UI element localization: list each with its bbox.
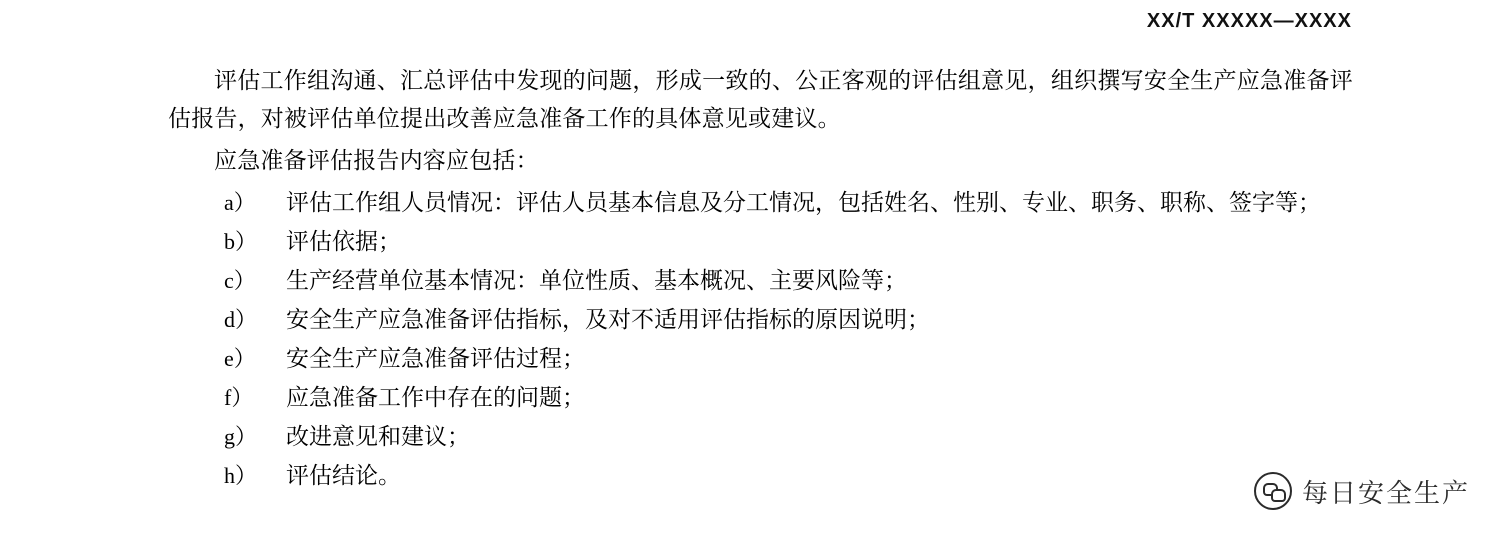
list-item-text: 评估工作组人员情况：评估人员基本信息及分工情况，包括姓名、性别、专业、职务、职称、签字等； <box>286 190 1321 215</box>
paragraph-assessment-summary: 评估工作组沟通、汇总评估中发现的问题，形成一致的、公正客观的评估组意见，组织撰写安全生产应急准备评估报告，对被评估单位提出改善应急准备工作的具体意见或建议。 <box>168 68 1353 131</box>
list-item-text: 评估结论。 <box>286 463 401 488</box>
list-item <box>168 340 1353 378</box>
list-item <box>168 184 1353 222</box>
paragraph-report-contents-intro: 应急准备评估报告内容应包括： <box>214 148 539 173</box>
list-marker: f） <box>224 385 254 410</box>
list-marker: d） <box>224 307 258 332</box>
list-marker: e） <box>224 346 256 371</box>
list-item-text: 改进意见和建议； <box>286 424 470 449</box>
standard-number-header: XX/T XXXXX—XXXX <box>1146 10 1352 32</box>
list-marker: g） <box>224 424 258 449</box>
watermark-label: 每日安全生产 <box>1301 478 1470 508</box>
list-item <box>168 262 1353 300</box>
list-item-text: 安全生产应急准备评估过程； <box>286 346 585 371</box>
wechat-official-account-badge-icon <box>1254 472 1292 510</box>
list-item <box>168 457 1353 495</box>
list-marker: a） <box>224 190 256 215</box>
list-item <box>168 223 1353 261</box>
list-item-text: 安全生产应急准备评估指标，及对不适用评估指标的原因说明； <box>286 307 930 332</box>
list-item-text: 评估依据； <box>286 229 401 254</box>
list-item-text: 生产经营单位基本情况：单位性质、基本概况、主要风险等； <box>286 268 907 293</box>
list-marker: h） <box>224 463 258 488</box>
list-item <box>168 301 1353 339</box>
list-marker: b） <box>224 229 258 254</box>
report-contents-list <box>168 184 1353 495</box>
list-item <box>168 379 1353 417</box>
list-marker: c） <box>224 268 256 293</box>
document-body <box>168 62 1353 496</box>
list-item-text: 应急准备工作中存在的问题； <box>286 385 585 410</box>
watermark <box>1254 472 1470 510</box>
list-item <box>168 418 1353 456</box>
